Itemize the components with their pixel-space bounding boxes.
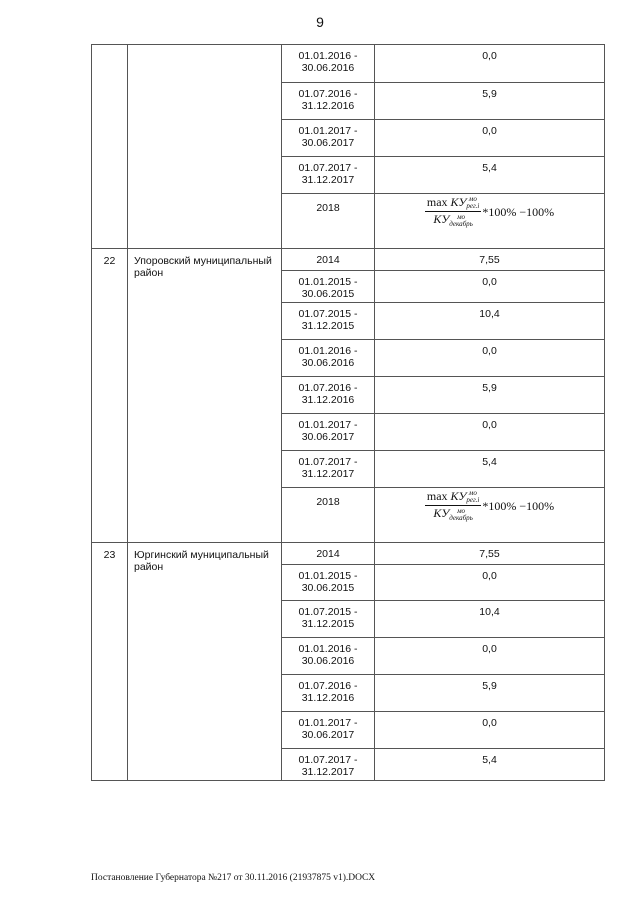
value-cell: 5,4 bbox=[375, 749, 605, 781]
value-cell bbox=[375, 488, 605, 543]
value-cell: 0,0 bbox=[375, 638, 605, 675]
period-cell: 01.07.2015 - 31.12.2015 bbox=[282, 601, 375, 638]
value-cell: 0,0 bbox=[375, 120, 605, 157]
value-cell: 0,0 bbox=[375, 45, 605, 83]
period-cell: 01.01.2016 - 30.06.2016 bbox=[282, 340, 375, 377]
period-cell: 01.01.2016 - 30.06.2016 bbox=[282, 638, 375, 675]
period-cell: 01.07.2017 - 31.12.2017 bbox=[282, 157, 375, 194]
period-cell: 01.07.2016 - 31.12.2016 bbox=[282, 675, 375, 712]
period-cell: 2014 bbox=[282, 543, 375, 565]
period-cell: 2014 bbox=[282, 249, 375, 271]
period-cell: 01.01.2015 - 30.06.2015 bbox=[282, 565, 375, 601]
value-cell bbox=[375, 194, 605, 249]
value-cell: 0,0 bbox=[375, 414, 605, 451]
value-cell: 10,4 bbox=[375, 303, 605, 340]
period-cell: 01.01.2017 - 30.06.2017 bbox=[282, 414, 375, 451]
value-cell: 10,4 bbox=[375, 601, 605, 638]
value-cell: 5,4 bbox=[375, 451, 605, 488]
row-number: 22 bbox=[92, 249, 128, 543]
period-cell: 01.07.2017 - 31.12.2017 bbox=[282, 451, 375, 488]
district-name: Юргинский муниципальный район bbox=[128, 543, 282, 781]
value-cell: 5,4 bbox=[375, 157, 605, 194]
table-row bbox=[92, 543, 605, 565]
value-cell: 0,0 bbox=[375, 565, 605, 601]
district-name bbox=[128, 45, 282, 249]
period-cell: 2018 bbox=[282, 488, 375, 543]
value-cell: 0,0 bbox=[375, 712, 605, 749]
value-cell: 5,9 bbox=[375, 377, 605, 414]
value-cell: 5,9 bbox=[375, 675, 605, 712]
document-footer: Постановление Губернатора №217 от 30.11.2016 (21937875 v1).DOCX bbox=[91, 873, 376, 883]
table-row bbox=[92, 249, 605, 271]
period-cell: 01.01.2015 - 30.06.2015 bbox=[282, 271, 375, 303]
value-cell: 0,0 bbox=[375, 340, 605, 377]
value-cell: 5,9 bbox=[375, 83, 605, 120]
period-cell: 01.01.2017 - 30.06.2017 bbox=[282, 120, 375, 157]
value-cell: 7,55 bbox=[375, 543, 605, 565]
period-cell: 01.07.2017 - 31.12.2017 bbox=[282, 749, 375, 781]
formula: max КУ мо рег.i КУ мо декабрь *100% −100% bbox=[426, 489, 555, 522]
tariff-table bbox=[91, 44, 605, 781]
period-cell: 2018 bbox=[282, 194, 375, 249]
period-cell: 01.07.2016 - 31.12.2016 bbox=[282, 377, 375, 414]
row-number bbox=[92, 45, 128, 249]
value-cell: 7,55 bbox=[375, 249, 605, 271]
row-number: 23 bbox=[92, 543, 128, 781]
period-cell: 01.01.2016 - 30.06.2016 bbox=[282, 45, 375, 83]
period-cell: 01.07.2015 - 31.12.2015 bbox=[282, 303, 375, 340]
period-cell: 01.01.2017 - 30.06.2017 bbox=[282, 712, 375, 749]
table-row bbox=[92, 45, 605, 83]
page-number: 9 bbox=[316, 14, 324, 30]
formula: max КУ мо рег.i КУ мо декабрь *100% −100% bbox=[426, 195, 555, 228]
district-name: Упоровский муниципальный район bbox=[128, 249, 282, 543]
period-cell: 01.07.2016 - 31.12.2016 bbox=[282, 83, 375, 120]
value-cell: 0,0 bbox=[375, 271, 605, 303]
